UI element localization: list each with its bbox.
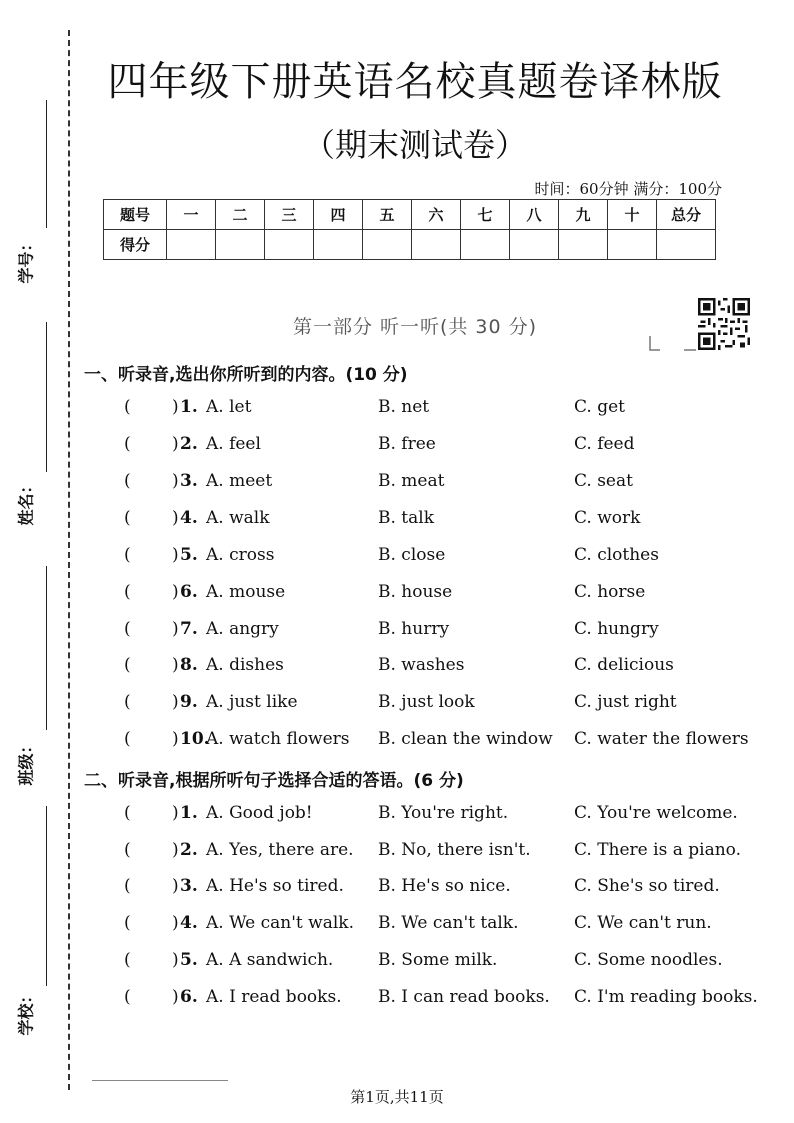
student-id-line	[46, 100, 47, 228]
answer-paren-open[interactable]: (	[124, 950, 131, 970]
question-row	[0, 508, 794, 536]
option-c: C. seat	[574, 471, 633, 491]
answer-paren-open[interactable]: (	[124, 803, 131, 823]
time-info: 时间：60分钟 满分：100分	[534, 180, 722, 198]
question-row	[0, 545, 794, 573]
option-b: B. talk	[378, 508, 435, 528]
option-b: B. just look	[378, 692, 475, 712]
page-title: 四年级下册英语名校真题卷译林版	[107, 59, 723, 105]
question-row	[0, 876, 794, 904]
score-table-header-row	[104, 200, 716, 230]
question-row	[0, 397, 794, 425]
option-c: C. There is a piano.	[574, 840, 741, 860]
option-b: B. We can't talk.	[378, 913, 519, 933]
question-number: 6.	[180, 582, 198, 602]
answer-paren-close: )	[172, 619, 179, 639]
answer-paren-close: )	[172, 582, 179, 602]
option-a: A. meet	[206, 471, 273, 491]
score-table	[103, 199, 716, 260]
option-a: A. mouse	[206, 582, 286, 602]
page-number: 第1页,共11页	[350, 1088, 444, 1106]
answer-paren-open[interactable]: (	[124, 397, 131, 417]
option-b: B. washes	[378, 655, 465, 675]
question-row	[0, 619, 794, 647]
score-cell[interactable]	[216, 230, 265, 260]
score-cell[interactable]	[314, 230, 363, 260]
score-cell[interactable]	[657, 230, 716, 260]
option-a: A. A sandwich.	[206, 950, 334, 970]
scan-corner-icon	[648, 332, 698, 352]
answer-paren-close: )	[172, 434, 179, 454]
option-c: C. feed	[574, 434, 635, 454]
option-b: B. meat	[378, 471, 445, 491]
question-row	[0, 987, 794, 1015]
option-b: B. free	[378, 434, 436, 454]
answer-paren-open[interactable]: (	[124, 692, 131, 712]
score-cell[interactable]	[608, 230, 657, 260]
answer-paren-open[interactable]: (	[124, 655, 131, 675]
question-row	[0, 913, 794, 941]
part-title: 第一部分 听一听(共 30 分)	[292, 316, 538, 338]
score-cell[interactable]	[510, 230, 559, 260]
score-header-cell: 七	[461, 200, 510, 230]
question-row	[0, 840, 794, 868]
question-number: 3.	[180, 876, 198, 896]
answer-paren-open[interactable]: (	[124, 434, 131, 454]
score-header-cell: 六	[412, 200, 461, 230]
option-c: C. horse	[574, 582, 646, 602]
question-number: 8.	[180, 655, 198, 675]
answer-paren-open[interactable]: (	[124, 876, 131, 896]
option-c: C. just right	[574, 692, 677, 712]
footer-divider	[92, 1080, 228, 1081]
answer-paren-close: )	[172, 471, 179, 491]
score-header-cell: 四	[314, 200, 363, 230]
question-number: 4.	[180, 508, 198, 528]
section-2-title: 二、听录音,根据所听句子选择合适的答语。(6 分)	[84, 771, 464, 791]
option-b: B. net	[378, 397, 430, 417]
option-a: A. Yes, there are.	[206, 840, 354, 860]
answer-paren-close: )	[172, 803, 179, 823]
question-row	[0, 655, 794, 683]
question-number: 1.	[180, 397, 198, 417]
option-b: B. close	[378, 545, 446, 565]
answer-paren-close: )	[172, 545, 179, 565]
question-number: 3.	[180, 471, 198, 491]
option-b: B. I can read books.	[378, 987, 550, 1007]
option-b: B. Some milk.	[378, 950, 498, 970]
option-c: C. work	[574, 508, 641, 528]
answer-paren-close: )	[172, 913, 179, 933]
score-header-cell: 一	[167, 200, 216, 230]
option-c: C. She's so tired.	[574, 876, 720, 896]
option-a: A. I read books.	[206, 987, 342, 1007]
answer-paren-open[interactable]: (	[124, 840, 131, 860]
answer-paren-open[interactable]: (	[124, 582, 131, 602]
answer-paren-close: )	[172, 840, 179, 860]
question-number: 6.	[180, 987, 198, 1007]
option-b: B. You're right.	[378, 803, 509, 823]
option-a: A. We can't walk.	[206, 913, 354, 933]
option-a: A. let	[206, 397, 252, 417]
answer-paren-open[interactable]: (	[124, 619, 131, 639]
question-number: 2.	[180, 434, 198, 454]
option-c: C. We can't run.	[574, 913, 712, 933]
score-cell[interactable]	[265, 230, 314, 260]
question-row	[0, 434, 794, 462]
school-label: 学校：	[16, 987, 36, 1036]
option-b: B. He's so nice.	[378, 876, 511, 896]
option-c: C. delicious	[574, 655, 674, 675]
answer-paren-close: )	[172, 950, 179, 970]
option-a: A. cross	[206, 545, 275, 565]
page-subtitle: （期末测试卷）	[302, 126, 527, 164]
question-number: 9.	[180, 692, 198, 712]
question-row	[0, 729, 794, 757]
score-header-cell: 十	[608, 200, 657, 230]
score-header-cell: 五	[363, 200, 412, 230]
section-1-title: 一、听录音,选出你所听到的内容。(10 分)	[84, 365, 408, 385]
question-row	[0, 471, 794, 499]
score-header-cell: 二	[216, 200, 265, 230]
option-a: A. angry	[206, 619, 279, 639]
option-c: C. clothes	[574, 545, 659, 565]
answer-paren-close: )	[172, 397, 179, 417]
score-cell[interactable]	[461, 230, 510, 260]
option-c: C. You're welcome.	[574, 803, 738, 823]
option-a: A. He's so tired.	[206, 876, 344, 896]
option-a: A. walk	[206, 508, 270, 528]
class-label: 班级：	[16, 737, 36, 786]
answer-paren-close: )	[172, 876, 179, 896]
option-c: C. Some noodles.	[574, 950, 723, 970]
question-number: 5.	[180, 545, 198, 565]
answer-paren-open[interactable]: (	[124, 729, 131, 749]
option-b: B. clean the window	[378, 729, 553, 749]
score-header-cell: 题号	[104, 200, 167, 230]
answer-paren-open[interactable]: (	[124, 508, 131, 528]
answer-paren-close: )	[172, 508, 179, 528]
question-number: 1.	[180, 803, 198, 823]
question-number: 5.	[180, 950, 198, 970]
question-number: 7.	[180, 619, 198, 639]
name-label: 姓名：	[16, 477, 36, 526]
score-table-score-row	[104, 230, 716, 260]
question-row	[0, 803, 794, 831]
option-a: A. dishes	[206, 655, 284, 675]
score-header-cell: 总分	[657, 200, 716, 230]
option-b: B. No, there isn't.	[378, 840, 531, 860]
score-cell[interactable]	[167, 230, 216, 260]
option-c: C. hungry	[574, 619, 659, 639]
option-c: C. water the flowers	[574, 729, 749, 749]
score-cell[interactable]	[363, 230, 412, 260]
answer-paren-close: )	[172, 692, 179, 712]
score-row-label: 得分	[104, 230, 167, 260]
question-row	[0, 582, 794, 610]
option-c: C. I'm reading books.	[574, 987, 758, 1007]
answer-paren-open[interactable]: (	[124, 913, 131, 933]
question-number: 10.	[180, 729, 210, 749]
option-a: A. just like	[206, 692, 298, 712]
answer-paren-open[interactable]: (	[124, 471, 131, 491]
score-header-cell: 八	[510, 200, 559, 230]
score-cell[interactable]	[412, 230, 461, 260]
score-header-cell: 三	[265, 200, 314, 230]
score-header-cell: 九	[559, 200, 608, 230]
option-c: C. get	[574, 397, 625, 417]
question-number: 2.	[180, 840, 198, 860]
question-row	[0, 692, 794, 720]
option-b: B. hurry	[378, 619, 450, 639]
score-cell[interactable]	[559, 230, 608, 260]
option-b: B. house	[378, 582, 453, 602]
answer-paren-close: )	[172, 987, 179, 1007]
answer-paren-close: )	[172, 729, 179, 749]
option-a: A. Good job!	[206, 803, 313, 823]
qr-code-icon[interactable]	[698, 298, 750, 350]
option-a: A. watch flowers	[206, 729, 350, 749]
question-number: 4.	[180, 913, 198, 933]
student-id-label: 学号：	[16, 235, 36, 284]
answer-paren-close: )	[172, 655, 179, 675]
question-row	[0, 950, 794, 978]
answer-paren-open[interactable]: (	[124, 545, 131, 565]
answer-paren-open[interactable]: (	[124, 987, 131, 1007]
option-a: A. feel	[206, 434, 261, 454]
